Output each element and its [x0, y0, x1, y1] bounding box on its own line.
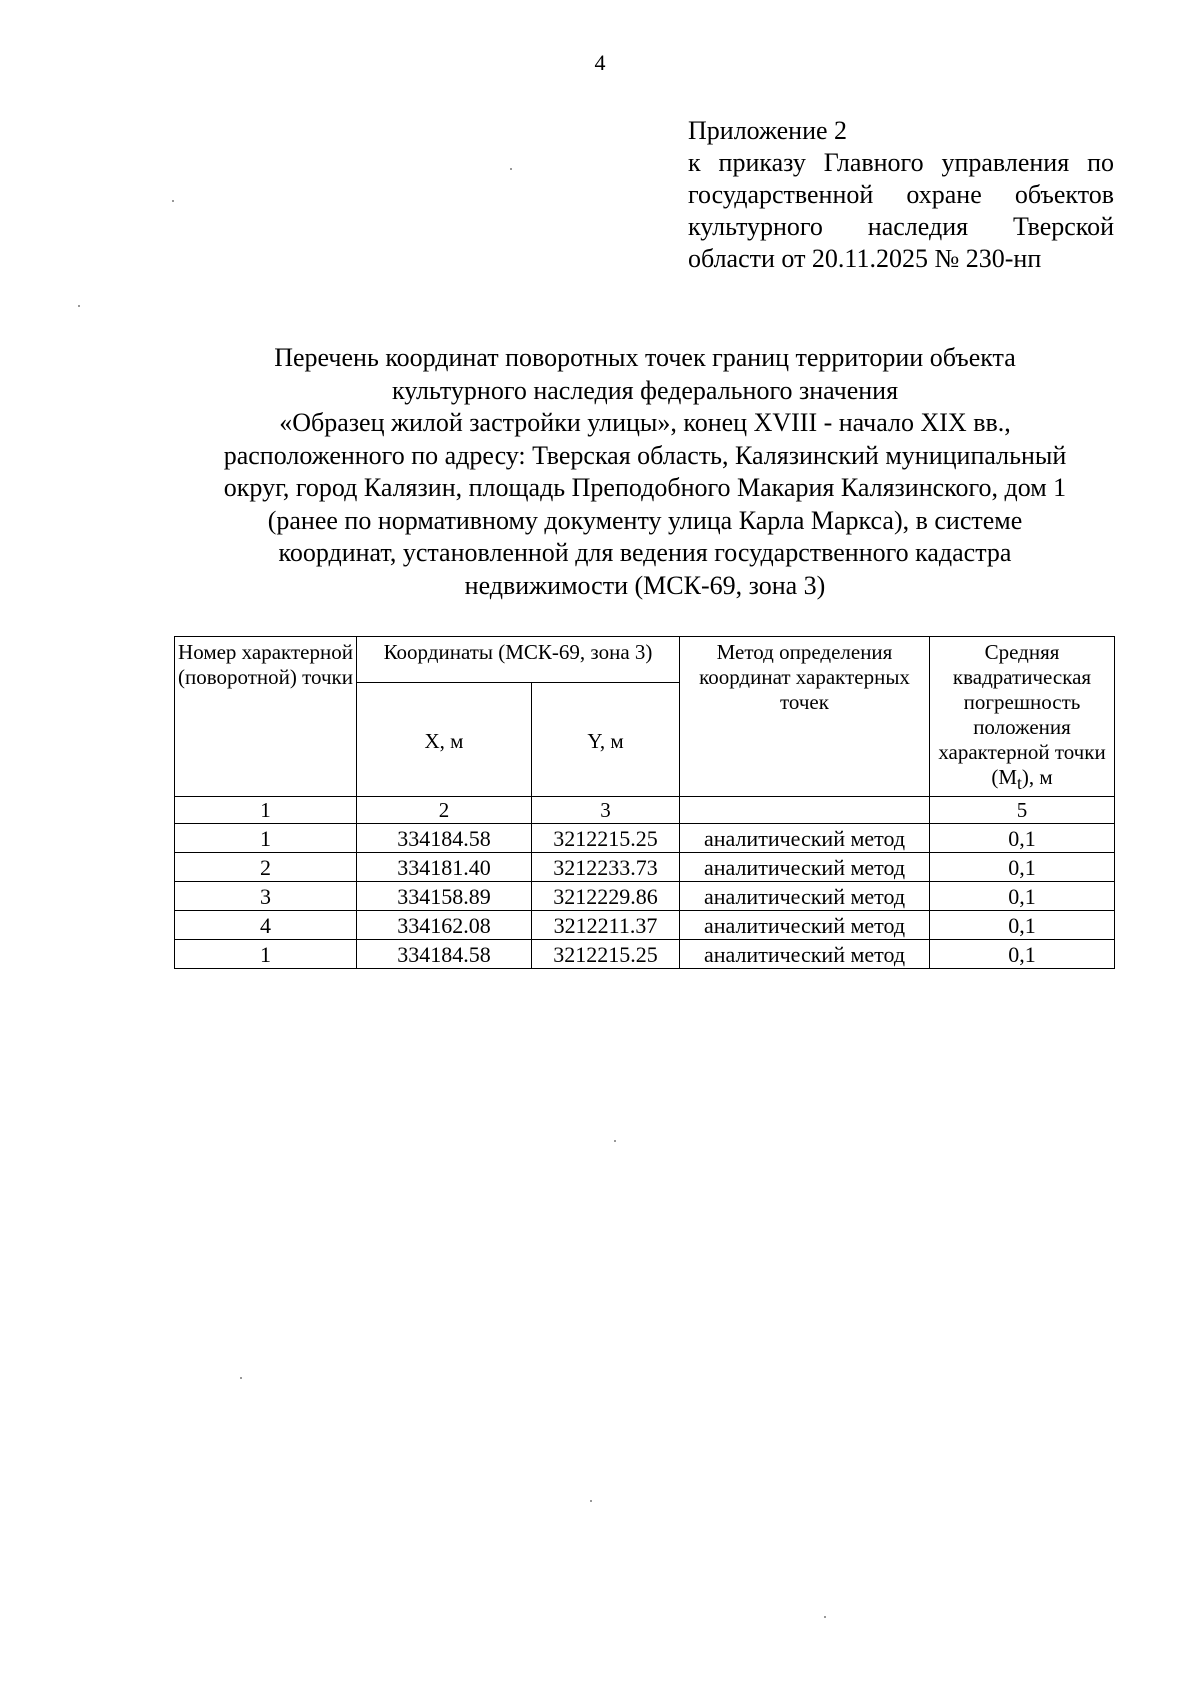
cell-point: 3	[175, 882, 357, 911]
table-row	[175, 882, 1115, 911]
cell-method: аналитический метод	[680, 824, 930, 853]
title-line: «Образец жилой застройки улицы», конец XVIII - начало XIX вв.,	[279, 408, 1011, 437]
cell-error: 0,1	[930, 911, 1115, 940]
coordinates-table	[174, 636, 1115, 969]
cell-error: 0,1	[930, 853, 1115, 882]
header-point-number: Номер характерной (поворотной) точки	[175, 637, 357, 797]
header-error	[930, 637, 1115, 797]
title-line: координат, установленной для ведения государственного кадастра	[278, 538, 1012, 567]
scan-speck	[172, 200, 174, 202]
cell-point: 1	[175, 940, 357, 969]
cell-y: 3212211.37	[532, 911, 680, 940]
table-row	[175, 940, 1115, 969]
header-error-suffix: ), м	[1021, 765, 1053, 789]
cell-method: аналитический метод	[680, 853, 930, 882]
cell-y: 3212215.25	[532, 824, 680, 853]
column-number	[680, 797, 930, 824]
column-number: 2	[357, 797, 532, 824]
document-title	[150, 342, 1140, 602]
cell-y: 3212215.25	[532, 940, 680, 969]
column-number: 1	[175, 797, 357, 824]
appendix-body: к приказу Главного управления по государственной охране объектов культурного наследия Тверской области от 20.11.2025 № 230-нп	[688, 148, 1114, 273]
title-line: расположенного по адресу: Тверская область, Калязинский муниципальный	[223, 440, 1067, 470]
cell-y: 3212229.86	[532, 882, 680, 911]
cell-error: 0,1	[930, 824, 1115, 853]
scan-speck	[240, 1377, 242, 1379]
header-method: Метод определения координат характерных точек	[680, 637, 930, 797]
title-line: округ, город Калязин, площадь Преподобного Макария Калязинского, дом 1	[223, 473, 1067, 502]
page-number: 4	[594, 50, 606, 75]
scan-speck	[824, 1616, 826, 1618]
cell-x: 334184.58	[357, 940, 532, 969]
appendix-title: Приложение 2	[688, 116, 848, 145]
table-row	[175, 824, 1115, 853]
header-error-sub: t	[1017, 773, 1022, 794]
title-line: (ранее по нормативному документу улица Карла Маркса), в системе	[267, 505, 1023, 535]
scan-speck	[614, 1140, 616, 1142]
column-number-row	[175, 797, 1115, 824]
table-row	[175, 911, 1115, 940]
header-y: Y, м	[532, 683, 680, 797]
column-number: 3	[532, 797, 680, 824]
appendix-block	[688, 115, 1114, 275]
cell-x: 334162.08	[357, 911, 532, 940]
scan-speck	[510, 168, 512, 170]
title-line: недвижимости (МСК-69, зона 3)	[464, 570, 826, 600]
cell-x: 334181.40	[357, 853, 532, 882]
cell-point: 2	[175, 853, 357, 882]
cell-point: 4	[175, 911, 357, 940]
header-coordinates: Координаты (МСК-69, зона 3)	[357, 637, 680, 683]
cell-y: 3212233.73	[532, 853, 680, 882]
cell-error: 0,1	[930, 882, 1115, 911]
scan-speck	[78, 305, 80, 307]
scan-speck	[590, 1500, 592, 1502]
header-error-text: Средняя квадратическая погрешность положения характерной точки (M	[938, 640, 1106, 789]
cell-error: 0,1	[930, 940, 1115, 969]
cell-point: 1	[175, 824, 357, 853]
column-number: 5	[930, 797, 1115, 824]
cell-method: аналитический метод	[680, 940, 930, 969]
title-line: Перечень координат поворотных точек границ территории объекта	[274, 343, 1016, 372]
cell-x: 334158.89	[357, 882, 532, 911]
cell-method: аналитический метод	[680, 911, 930, 940]
cell-x: 334184.58	[357, 824, 532, 853]
header-x: X, м	[357, 683, 532, 797]
cell-method: аналитический метод	[680, 882, 930, 911]
title-line: культурного наследия федерального значения	[391, 375, 899, 405]
table-row	[175, 853, 1115, 882]
